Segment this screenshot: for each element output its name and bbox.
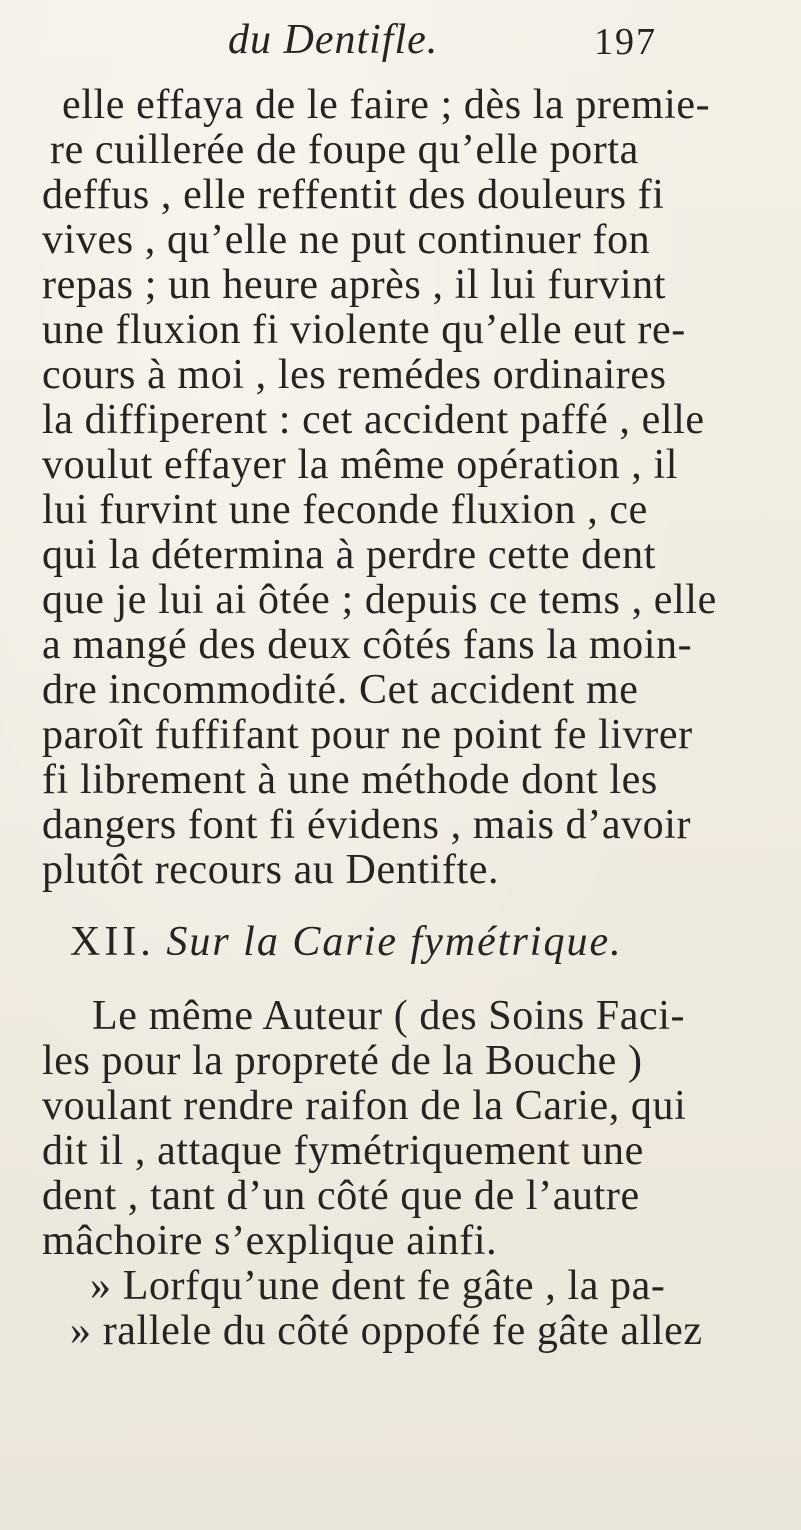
text-line: plutôt recours au Dentifte. [42, 847, 500, 893]
section-title: Sur la Carie fymétrique. [166, 919, 623, 965]
text-line: une fluxion fi violente qu’elle eut re- [42, 307, 686, 353]
page-number: 197 [594, 21, 657, 63]
text-line: a mangé des deux côtés fans la moin- [42, 622, 693, 668]
text-line: dit il , attaque fymétriquement une [42, 1128, 644, 1174]
text-line: la diffiperent : cet accident paffé , elle [42, 397, 705, 443]
text-line: dre incommodité. Cet accident me [42, 667, 639, 713]
page-header [0, 16, 801, 76]
text-line: que je lui ai ôtée ; depuis ce tems , elle [42, 577, 717, 623]
text-line: Le même Auteur ( des Soins Faci- [92, 993, 686, 1039]
text-line: » Lorfqu’une dent fe gâte , la pa- [90, 1263, 666, 1309]
text-line: les pour la propreté de la Bouche ) [42, 1038, 643, 1084]
text-line: fi librement à une méthode dont les [42, 757, 658, 803]
text-line: mâchoire s’explique ainfi. [42, 1218, 498, 1264]
text-line: vives , qu’elle ne put continuer fon [42, 217, 651, 263]
text-line: voulant rendre raifon de la Carie, qui [42, 1083, 687, 1129]
text-line: dangers font fi évidens , mais d’avoir [42, 802, 692, 848]
text-line: » rallele du côté oppofé fe gâte allez [70, 1308, 703, 1354]
running-title: du Dentifle. [228, 17, 439, 63]
text-line: paroît fuffifant pour ne point fe livrer [42, 712, 693, 758]
text-line: deffus , elle reffentit des douleurs fi [42, 172, 665, 218]
text-line: voulut effayer la même opération , il [42, 442, 679, 488]
text-line: lui furvint une feconde fluxion , ce [42, 487, 648, 533]
text-line: qui la détermina à perdre cette dent [42, 532, 656, 578]
text-line: dent , tant d’un côté que de l’autre [42, 1173, 640, 1219]
text-line: repas ; un heure après , il lui furvint [42, 262, 667, 308]
text-line: re cuillerée de foupe qu’elle porta [50, 127, 639, 173]
section-heading [70, 918, 623, 966]
text-line: cours à moi , les remédes ordinaires [42, 352, 667, 398]
text-line: elle effaya de le faire ; dès la premie- [62, 82, 711, 128]
section-number: XII. [70, 919, 155, 965]
